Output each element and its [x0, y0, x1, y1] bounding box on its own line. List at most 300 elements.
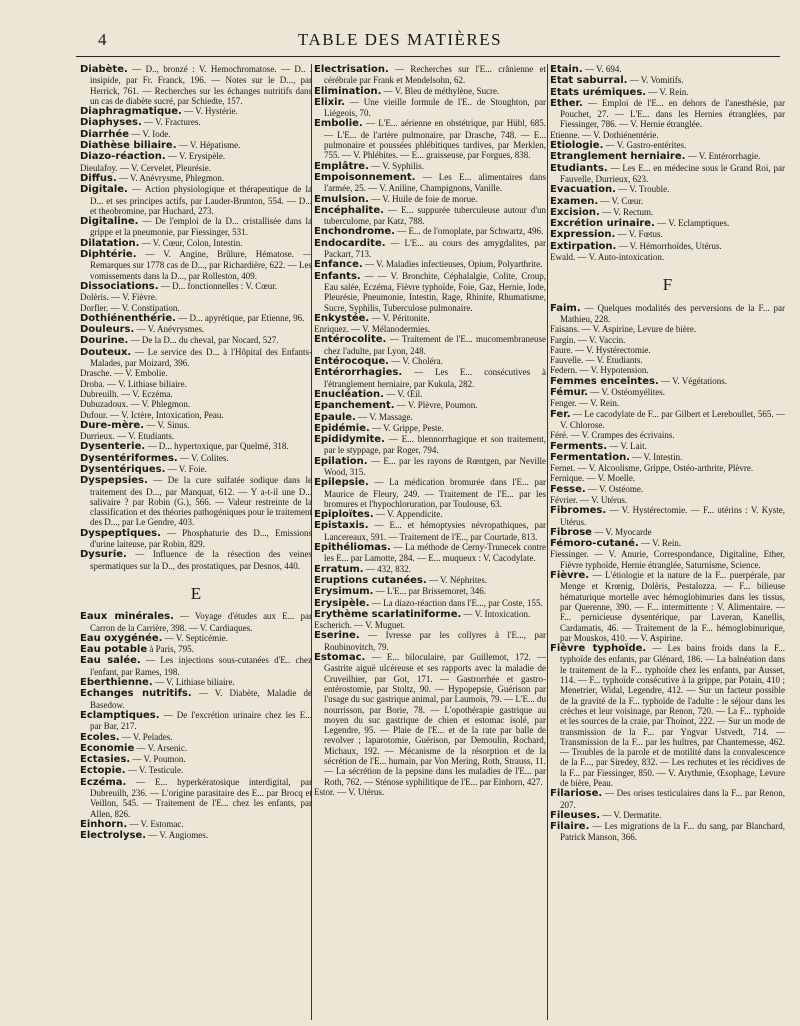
entry-text: Dolèris. — V. Fièvre.: [80, 292, 158, 303]
entry-heading: Dure-mère.: [80, 419, 144, 431]
entry-heading: Ectopie.: [80, 765, 126, 777]
index-entry: [550, 140, 785, 151]
entry-heading: Enkystée.: [314, 312, 370, 324]
index-entry: [314, 400, 546, 411]
entry-heading: Dyspepsies.: [80, 475, 148, 487]
entry-heading: Dissociations.: [80, 280, 159, 292]
entry-heading: Ferments.: [550, 440, 607, 452]
index-entry: [314, 356, 546, 367]
entry-text: — V. Iode.: [131, 128, 171, 139]
index-entry: [314, 586, 546, 597]
index-entry: [550, 788, 785, 810]
index-entry: [550, 184, 785, 195]
entry-text: Enriquez. — V. Mélanodermies.: [314, 324, 431, 335]
entry-text: — V. Végétations.: [661, 375, 728, 386]
index-entry: [314, 389, 546, 400]
entry-text: Dubreuilh. — V. Eczéma.: [80, 388, 173, 399]
index-entry: [80, 368, 312, 378]
index-entry: [314, 787, 546, 797]
entry-text: — V. Fractures.: [144, 117, 201, 128]
index-entry: [80, 238, 312, 249]
entry-text: Ewald. — V. Auto-intoxication.: [550, 252, 665, 263]
entry-text: — Les migrations de la F... du sang, par Blanchard, Patrick Manson, 366.: [560, 821, 785, 843]
index-entry: [550, 452, 785, 463]
entry-text: — E... de l'omoplate, par Schwartz, 496.: [397, 226, 544, 237]
entry-text: Fenger. — V. Rein.: [550, 398, 620, 409]
entry-heading: Electrolyse.: [80, 830, 147, 842]
entry-text: — D... apyrétique, par Etienne, 96.: [178, 312, 305, 323]
index-entry: [314, 652, 546, 787]
index-entry: [550, 441, 785, 452]
entry-text: — Le service des D... à l'Hôpital des Enfants-Malades, par Moizard, 396.: [90, 346, 312, 369]
entry-heading: Excrétion urinaire.: [550, 218, 655, 230]
entry-text: — L'E... par Brissemoret, 346.: [375, 586, 487, 597]
index-entry: [550, 463, 785, 473]
index-column-2: [314, 64, 546, 1026]
index-column-3: [550, 64, 785, 1026]
entry-heading: Dyspeptiques.: [80, 527, 161, 539]
index-entry: [550, 303, 785, 325]
entry-text: — V. Dermatite.: [602, 809, 662, 820]
entry-text: — De la cure sulfatée sodique dans le traitement des D..., par Manquat, 612. — Y a-t-il une D... salivaire ? par Robin (G.), 566. — Valeur restreinte de la classification et des théories pathogéniques pour le traitement des D..., par Le Gendre, 403.: [90, 475, 312, 528]
index-entry: [80, 549, 312, 571]
entry-text: — E... suppurée tuberculeuse autour d'un tuberculome, par Katz, 788.: [324, 204, 546, 227]
entry-text: — V. Hépatisme.: [178, 140, 241, 151]
index-entry: [550, 538, 785, 549]
index-entry: [80, 129, 312, 140]
entry-text: — V. Entérorrhagie.: [687, 151, 761, 162]
entry-text: — Les injections sous-cutanées d'E.. chez l'enfant, par Rames, 198.: [90, 655, 312, 677]
index-entry: [550, 196, 785, 207]
entry-text: — Ivresse par les collyres à l'E..., par Roubinovitch, 79.: [324, 630, 546, 652]
entry-heading: Enucléation.: [314, 388, 384, 400]
entry-text: — Influence de la résection des veines spermatiques sur la D.., des prostatiques, par Desnos, 440.: [90, 549, 312, 571]
entry-text: — V. Péritonite.: [371, 312, 430, 323]
index-entry: [80, 644, 312, 655]
index-entry: [80, 106, 312, 117]
index-entry: [80, 633, 312, 644]
entry-text: — Voyage d'études aux E... par Carron de la Carrière, 398. — V. Cardiaques.: [90, 611, 312, 633]
entry-heading: Epidémie.: [314, 422, 370, 434]
index-entry: [314, 630, 546, 652]
index-entry: [550, 241, 785, 252]
entry-text: — Phosphaturie des D..., Emissions d'urine laiteuse, par Robin, 829.: [90, 527, 312, 550]
entry-text: — D... fonctionnelles : V. Cœur.: [160, 280, 277, 291]
entry-heading: Economie: [80, 742, 135, 754]
entry-heading: Entérocoque.: [314, 356, 389, 368]
entry-heading: Fermentation.: [550, 451, 630, 463]
entry-text: — Emploi de l'E... en dehors de l'anesthésie, par Pouchet, 27. — L'E... dans les Hernies étranglées, par Fiessinger, 786. — V. Hernie étranglée.: [560, 97, 785, 130]
entry-text: — La méthode de Cerny-Trunecek contre les E... par Lamotte, 284. — E... muqueux : V. Cacodylate.: [324, 542, 546, 564]
entry-heading: Diabète.: [80, 64, 128, 75]
index-entry: [550, 98, 785, 130]
entry-text: — V. Rein.: [640, 538, 682, 549]
index-entry: [80, 313, 312, 324]
entry-text: Etienne. — V. Dothiénentérie.: [550, 129, 659, 140]
entry-heading: Douteux.: [80, 346, 132, 358]
index-entry: [550, 218, 785, 229]
index-entry: [80, 335, 312, 346]
entry-heading: Filariose.: [550, 788, 603, 800]
index-entry: [550, 527, 785, 538]
index-entry: [550, 549, 785, 570]
index-entry: [550, 207, 785, 218]
entry-heading: Fibrose: [550, 526, 592, 538]
entry-heading: Fièvre.: [550, 570, 590, 582]
entry-text: — V. Ostéomyélites.: [590, 387, 665, 398]
entry-text: — D.., bronzé : V. Hemochromatose. — D.. . insipide, par Fr. Franck, 196. — Notes sur le D..., par Herrick, 761. — Recherches sur les échanges nutritifs dans un cas de diabète sucré, par Schiedte, 157.: [90, 64, 312, 106]
entry-text: — E... hyperkératosique interdigital, par Dubreuilh, 236. — L'origine parasitaire des E... par Brocq et Veillon, 545. — Traitement de l'E... chez les enfants, par Allen, 826.: [90, 776, 312, 819]
entry-heading: Epiploïtes.: [314, 509, 374, 521]
entry-text: — Des orises testiculaires dans la F... par Renon, 207.: [560, 788, 785, 810]
index-entry: [80, 249, 312, 281]
entry-heading: Epanchement.: [314, 400, 395, 412]
index-entry: [80, 347, 312, 369]
entry-text: Escherich. — V. Muguet.: [314, 620, 406, 631]
index-entry: [80, 379, 312, 389]
section-letter: F: [662, 275, 673, 295]
index-entry: [314, 64, 546, 86]
entry-text: — E... biloculaire, par Guillemot, 172. — Gastrite aiguë ulcéreuse et ses rapports avec la maladie de Cruveilhier, par Got, 171. — Gastrorrhée et gastro-entérostomie, par Stoltz, 90. — Hypopepsie, Guérison par l'usage du suc gastrique animal, par Laumois, 79. — L'E... du nourrisson, par Borie, 78. — L'opothérapie gastrique au moyen du suc gastrique de chien et estomac isolé, par Legendre, 95. — Plaie de l'E... et de la rate par balle de revolver ; laparotomie, Guérison, par Demoulin, Rochard, Michaux, 192. — Mécanisme de la résorption et de la sécrétion de l'E... humain, par Von Mering, Roth, Strauss, 11. — La sécrétion de la pepsine dans les maladies de l'E... par Roth, 762. — Sténose syphilitique de l'E... par Einhorn, 427.: [324, 652, 546, 787]
entry-text: Federn. — V. Hypotension.: [550, 365, 649, 376]
entry-heading: Empoisonnement.: [314, 171, 416, 183]
entry-heading: Etranglement herniaire.: [550, 151, 686, 163]
index-entry: [314, 271, 546, 313]
entry-text: — Action physiologique et thérapeutique de la D... et ses principes actifs, par Lauder-Brunton, 554. — D... et theobromine, par Huchard, 273.: [90, 184, 312, 216]
entry-heading: Fileuses.: [550, 809, 601, 821]
entry-text: Drasche. — V. Embolie.: [80, 368, 168, 379]
index-entry: [550, 151, 785, 162]
entry-heading: Echanges nutritifs.: [80, 688, 192, 700]
index-entry: [314, 205, 546, 227]
entry-heading: Dysentériformes.: [80, 452, 178, 464]
index-entry: [80, 765, 312, 776]
entry-text: — V. Angiomes.: [148, 830, 208, 841]
index-entry: [80, 281, 312, 292]
index-entry: [80, 732, 312, 743]
index-entry: [314, 434, 546, 456]
entry-heading: Epididymite.: [314, 434, 385, 446]
entry-heading: Faim.: [550, 302, 581, 314]
entry-text: — V. Œil.: [386, 388, 423, 399]
index-entry: [80, 420, 312, 431]
entry-heading: Expression.: [550, 229, 616, 241]
index-entry: [550, 570, 785, 643]
index-entry: [314, 172, 546, 194]
entry-text: — V. Cœur, Colon, Intestin.: [141, 237, 243, 248]
index-entry: [550, 495, 785, 505]
entry-heading: Erythème scarlatiniforme.: [314, 608, 462, 620]
index-entry: [80, 464, 312, 475]
entry-text: — V. Intestin.: [632, 451, 683, 462]
entry-text: Février. — V. Utérus.: [550, 494, 628, 505]
entry-text: — V. Grippe, Peste.: [372, 422, 444, 433]
index-entry: [550, 810, 785, 821]
entry-heading: Epilepsie.: [314, 477, 369, 489]
entry-text: — V. Hystérie.: [184, 106, 238, 117]
entry-text: Dieulafoy. — V. Cervelet, Pleurésie.: [80, 162, 212, 173]
index-entry: [550, 335, 785, 345]
index-entry: [314, 575, 546, 586]
entry-text: — E... par les rayons de Rœntgen, par Neville Wood, 315.: [324, 455, 546, 477]
entry-text: — E... blennorrhagique et son traitement, par le styppage, par Roger, 794.: [324, 434, 546, 456]
entry-text: — V. Maladies infectieuses, Opium, Polyarthrite.: [364, 259, 543, 270]
index-entry: [80, 151, 312, 162]
entry-heading: Fémur.: [550, 387, 589, 399]
entry-text: — V. Néphrites.: [428, 574, 488, 585]
index-entry: [80, 688, 312, 710]
entry-text: — V. Hystérectomie. — F... utérins : V. Kyste, Utérus.: [560, 505, 785, 527]
entry-text: — Recherches sur l'E... crânienne et cérébrale par Frank et Mendelsohn, 62.: [324, 64, 546, 86]
entry-heading: Enfance.: [314, 259, 363, 271]
index-entry: [314, 194, 546, 205]
entry-heading: Etiologie.: [550, 140, 604, 152]
entry-text: — Traitement de l'E... mucomembraneuse chez l'adulte, par Lyon, 248.: [324, 334, 546, 356]
entry-text: — V. Appendicite.: [375, 509, 443, 520]
entry-heading: Excision.: [550, 206, 600, 218]
index-entry: [550, 252, 785, 262]
entry-heading: Etat saburral.: [550, 75, 628, 87]
entry-text: — Le cacodylate de F... par Gilbert et Lereboullet, 565. — V. Chlorose.: [560, 408, 785, 430]
index-entry: [80, 528, 312, 550]
entry-text: — V. Bleu de méthylène, Sucre.: [383, 85, 500, 96]
entry-heading: Eaux minérales.: [80, 611, 174, 623]
index-entry: [80, 475, 312, 527]
entry-heading: Filaire.: [550, 821, 590, 833]
entry-heading: Erratum.: [314, 563, 364, 575]
entry-heading: Diazo-réaction.: [80, 151, 166, 163]
index-entry: [550, 409, 785, 431]
index-entry: [550, 163, 785, 185]
entry-heading: Evacuation.: [550, 184, 616, 196]
entry-heading: Fémoro-cutané.: [550, 538, 639, 550]
entry-text: Fiessinger. — V. Anurie, Correspondance, Digitaline, Ether, Fièvre typhoïde, Hernie étranglée, Saturnisme, Science.: [550, 549, 785, 570]
entry-text: à Paris, 795.: [149, 644, 194, 655]
index-entry: [550, 229, 785, 240]
index-entry: [314, 423, 546, 434]
entry-heading: Enfants.: [314, 270, 361, 282]
entry-heading: Douleurs.: [80, 324, 135, 336]
entry-text: — La diazo-réaction dans l'E..., par Coste, 155.: [371, 597, 543, 608]
entry-text: — De l'emploi de la D... cristallisée dans la grippe et la pneumonie, par Fiessinger, 531.: [90, 216, 312, 238]
entry-text: Durrieux. — V. Etudiants.: [80, 431, 175, 442]
entry-text: — V. Foie.: [167, 463, 207, 474]
entry-text: — V. Erysipèle.: [167, 151, 226, 162]
entry-heading: Etats urémiques.: [550, 86, 647, 98]
entry-text: — V. Rein.: [648, 86, 689, 97]
entry-heading: Elixir.: [314, 96, 345, 108]
entry-heading: Diaphragmatique.: [80, 106, 182, 118]
entry-heading: Ether.: [550, 97, 583, 109]
entry-text: — V. Colites.: [179, 452, 229, 463]
entry-text: Fargin. — V. Vaccin.: [550, 334, 626, 345]
entry-heading: Erysipèle.: [314, 597, 370, 609]
index-entry: [314, 477, 546, 509]
entry-heading: Diarrhée: [80, 128, 130, 140]
entry-text: Fernet. — V. Alcoolisme, Grippe, Ostéo-arthrite, Plèvre.: [550, 463, 754, 474]
entry-heading: Electrisation.: [314, 64, 389, 75]
entry-text: — V. Choléra.: [391, 356, 443, 367]
entry-heading: Eau salée.: [80, 655, 141, 667]
index-entry: [550, 387, 785, 398]
index-entry: [80, 163, 312, 173]
index-entry: [314, 564, 546, 575]
index-entry: [314, 324, 546, 334]
entry-text: — L'E... au cours des amygdalites, par Packart, 713.: [324, 237, 546, 260]
index-entry: [80, 677, 312, 688]
section-letter: E: [190, 583, 202, 603]
index-entry: [80, 777, 312, 819]
index-entry: [80, 431, 312, 441]
entry-heading: Eczéma.: [80, 776, 127, 788]
entry-text: — V. Ostéome.: [587, 483, 644, 494]
entry-text: — L'étiologie et la nature de la F... puerpérale, par Menge et Krœnig, Dolèris, Pestalozza. — F... bilieuse hématurique mortelle avec hémoglobinuries dans les tissus, par Querenne, 390. — F... intermittente : V. Alimentaire. — F... pernicieuse dysentérique, par Laveran, Kanellis, Cardamatis, 46. — Traitement de la F... hémoglobinurique, par Mouskos, 410. — V. Aspirine.: [560, 570, 785, 643]
entry-heading: Diffus.: [80, 172, 117, 184]
entry-heading: Encéphalite.: [314, 204, 384, 216]
entry-heading: Dilatation.: [80, 237, 140, 249]
index-entry: [550, 345, 785, 355]
index-entry: [550, 473, 785, 483]
entry-text: — V. Trouble.: [618, 184, 670, 195]
entry-text: Fauvelle. — V. Etudiants.: [550, 355, 643, 366]
entry-text: — D... hypertoxique, par Quelmé, 318.: [147, 441, 289, 452]
entry-heading: Fesse.: [550, 483, 586, 495]
index-entry: [550, 355, 785, 365]
index-entry: [314, 456, 546, 478]
entry-heading: Eau oxygénée.: [80, 632, 163, 644]
entry-text: — V. Anévrysme, Phlegmon.: [118, 172, 225, 183]
entry-text: — 432, 832.: [365, 563, 411, 574]
index-entry: [80, 743, 312, 754]
entry-text: — V. Plèvre, Poumon.: [396, 400, 478, 411]
index-entry: [80, 303, 312, 313]
entry-text: Fernique. — V. Moelle.: [550, 473, 636, 484]
entry-text: — La médication bromurée dans l'E... par Maurice de Fleury, 249. — Traitement de l'E... par les bromures et l'hypochloruration, par Toulouse, 63.: [324, 477, 546, 509]
index-entry: [314, 609, 546, 620]
entry-text: — V. Anévrysmes.: [136, 324, 205, 335]
entry-heading: Eau potable: [80, 644, 148, 656]
entry-text: Droba. — V. Lithiase biliaire.: [80, 378, 187, 389]
entry-heading: Dysenterie.: [80, 441, 146, 453]
entry-heading: Entérorrhagies.: [314, 367, 403, 379]
index-entry: [550, 365, 785, 375]
index-entry: [314, 334, 546, 356]
entry-text: — V. Pelades.: [121, 731, 173, 742]
entry-text: Dufour. — V. Ictère, Intoxication, Peau.: [80, 409, 224, 420]
index-entry: [80, 140, 312, 151]
entry-heading: Eberthienne.: [80, 677, 153, 689]
running-title: TABLE DES MATIÈRES: [297, 30, 503, 49]
entry-heading: Epithéliomas.: [314, 542, 391, 554]
index-entry: [80, 441, 312, 452]
entry-heading: Ecoles.: [80, 731, 120, 743]
index-entry: [80, 611, 312, 633]
index-entry: [314, 509, 546, 520]
entry-text: — Les E... consécutives à l'étranglement herniaire, par Kukula, 282.: [324, 367, 546, 389]
index-column-1: [80, 64, 312, 1026]
entry-text: — V. 694.: [584, 64, 622, 74]
entry-heading: Eruptions cutanées.: [314, 574, 427, 586]
entry-text: — V. Testicule.: [127, 765, 184, 776]
entry-text: — De l'excrétion urinaire chez les E... par Bar, 217.: [90, 709, 312, 732]
index-entry: [314, 412, 546, 423]
index-entry: [314, 367, 546, 389]
index-entry: [314, 520, 546, 542]
entry-text: Dubuzadoux. — V. Phlegmon.: [80, 399, 191, 410]
entry-heading: Estomac.: [314, 652, 366, 664]
entry-heading: Digitale.: [80, 184, 128, 196]
index-entry: [550, 324, 785, 334]
entry-heading: Dourine.: [80, 335, 129, 347]
entry-text: — V. Intoxication.: [463, 608, 531, 619]
index-entry: [314, 238, 546, 260]
entry-text: — V. Hémorrhoïdes, Utérus.: [618, 240, 722, 251]
index-entry: [314, 542, 546, 564]
index-entry: [314, 598, 546, 609]
entry-heading: Endocardite.: [314, 237, 386, 249]
index-entry: [314, 97, 546, 119]
entry-text: — V. Huile de foie de morue.: [371, 193, 478, 204]
index-entry: [314, 226, 546, 237]
entry-heading: Etudiants.: [550, 162, 608, 174]
entry-text: — V. Syphilis.: [371, 160, 424, 171]
entry-text: — V. Myocarde: [594, 526, 652, 537]
entry-heading: Emulsion.: [314, 193, 369, 205]
entry-text: — V. Angine, Brûlure, Hématose. — Remarques sur 1778 cas de D..., par Richardière, 622. — Les vomissements dans la D..., par Rolleston, 409.: [90, 249, 312, 281]
entry-text: Dorfler. — V. Constipation.: [80, 302, 180, 313]
page-number: 4: [98, 30, 107, 49]
index-entry: [80, 819, 312, 830]
entry-text: — — V. Bronchite, Céphalalgie, Colite, Croup, Eau salée, Eczéma, Fièvre typhoïde, Foie, Gaz, Hernie, Iode, Pleurésie, Pneumonie, Intestin, Rage, Rhinite, Rhumatisme, Sucre, Syphilis, Tuberculose pulmonaire.: [324, 270, 546, 313]
index-entry: [314, 86, 546, 97]
index-entry: [80, 830, 312, 841]
entry-text: — V. Lithiase biliaire.: [154, 677, 235, 688]
entry-text: — Les bains froids dans la F... typhoïde des enfants, par Glénard, 186. — La balnéation dans le traitement de la F... typhoïde chez les enfants, par Ausset, 114. — F... typhoïde consécutive à la grippe, par Potain, 410 ; Menetrier, Widal, Legendre, 412. — Sur un facteur possible de la gravité de la F... typhoïde de l'adulte : le séjour dans les crèches et leur voisinage, par Renon, 720. — La F... typhoïde et les sources de la craie, par Thoinot, 222. — Sur un mode de transmission de la F... par Yngvar Ustvedt, 714. — Transmission de la F... par les huîtres, par Chantemesse, 462. — Troubles de la parole et de motilité dans la convalescence de la F..., par Siredey, 832. — Les rechutes et les récidives de la F... par Fiessinger, 850. — V. Arythmie, Œsophage, Levure de bière, Peau.: [560, 643, 785, 788]
index-entry: [550, 64, 785, 75]
index-entry: [80, 184, 312, 216]
entry-text: — Une vieille formule de l'E.. de Stoughton, par Liégeois, 70.: [324, 96, 546, 119]
entry-text: — Les E... en médecine sous le Grand Roi, par Fauvelle, Durrieux, 623.: [560, 162, 785, 184]
entry-heading: Eclamptiques.: [80, 709, 160, 721]
index-entry: [550, 75, 785, 86]
entry-text: — V. Estomac.: [129, 818, 184, 829]
entry-heading: Diaphyses.: [80, 117, 142, 129]
index-entry: [550, 130, 785, 140]
entry-heading: Diphtérie.: [80, 249, 137, 261]
entry-text: — V. Eclamptiques.: [657, 218, 730, 229]
entry-heading: Femmes enceintes.: [550, 375, 659, 387]
index-entry: [550, 398, 785, 408]
index-entry: [80, 453, 312, 464]
index-entry: [80, 324, 312, 335]
entry-text: — V. Fœtus.: [617, 229, 663, 240]
entry-heading: Digitaline.: [80, 216, 139, 228]
index-entry: [550, 430, 785, 440]
entry-heading: Einhorn.: [80, 818, 128, 830]
entry-heading: Enchondrome.: [314, 226, 395, 238]
entry-text: Faisans. — V. Aspirine, Levure de bière.: [550, 324, 697, 335]
entry-text: — L'E... aérienne en obstétrique, par Hübl, 685. — L'E... de l'artère pulmonaire, par Drasche, 748. — E... pulmonaire et poussées phlébitiques tardives, par Merklen, 755. — V. Phlébites. — E... graisseuse, par Forgues, 838.: [324, 118, 546, 161]
entry-heading: Emplâtre.: [314, 160, 369, 172]
index-entry: [314, 313, 546, 324]
index-entry: [550, 484, 785, 495]
index-entry: [80, 117, 312, 128]
entry-text: — V. Septicémie.: [164, 632, 228, 643]
entry-text: Faure. — V. Hystérectomie.: [550, 344, 651, 355]
entry-heading: Erysimum.: [314, 586, 374, 598]
entry-text: Féré. — V. Crampes des écrivains.: [550, 430, 675, 441]
entry-text: — V. Cœur.: [600, 195, 644, 206]
